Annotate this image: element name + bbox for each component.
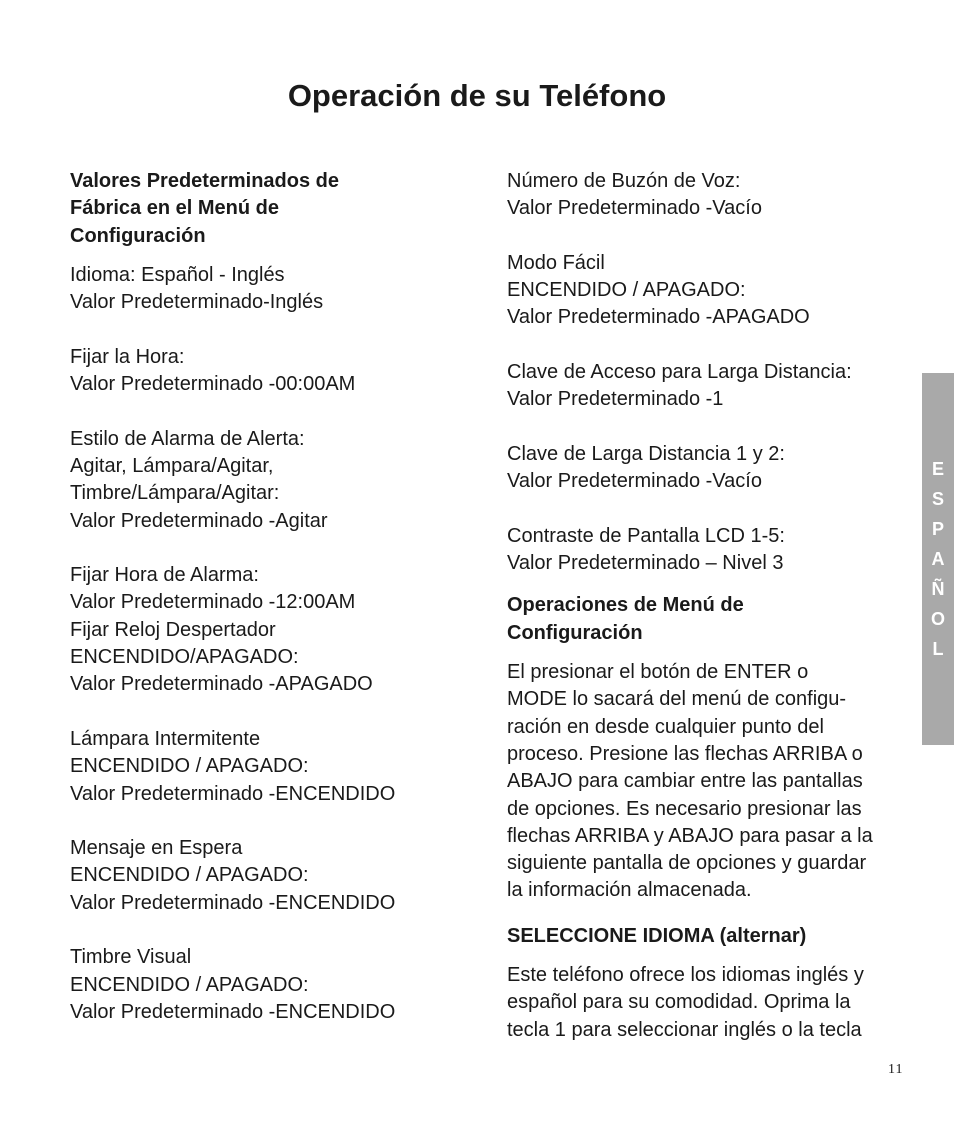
left-column — [70, 168, 470, 1026]
page-number: 11 — [888, 1062, 904, 1077]
setting-line: ENCENDIDO / APAGADO: — [70, 973, 309, 996]
paragraph-line: tecla 1 para seleccionar inglés o la tecla — [507, 1018, 862, 1041]
paragraph-line: de opciones. Es necesario presionar las — [507, 797, 862, 820]
paragraph-line: flechas ARRIBA y ABAJO para pasar a la — [507, 824, 873, 847]
setting-line: Contraste de Pantalla LCD 1-5: — [507, 524, 785, 547]
setting-line: Valor Predeterminado -ENCENDIDO — [70, 891, 396, 914]
setting-block-lcd-contrast — [507, 523, 887, 578]
select-language-paragraph — [507, 962, 887, 1044]
setting-block-long-distance-code — [507, 441, 887, 496]
setting-line: ENCENDIDO / APAGADO: — [70, 755, 309, 778]
side-tab-letter: Ñ — [931, 579, 945, 599]
right-column — [507, 168, 887, 1044]
paragraph-line: ABAJO para cambiar entre las pantallas — [507, 770, 863, 793]
setting-block-easy-mode — [507, 250, 887, 332]
setting-line: ENCENDIDO/APAGADO: — [70, 646, 299, 669]
setting-block-alarm-time — [70, 562, 470, 698]
side-tab-letter: L — [932, 639, 944, 659]
language-side-tab — [922, 373, 954, 745]
setting-block-alarm-style — [70, 426, 470, 535]
setting-line: Fijar la Hora: — [70, 345, 185, 368]
setting-line: Fijar Reloj Despertador — [70, 618, 276, 641]
setting-block-language — [70, 262, 470, 317]
heading-line: Configuración — [70, 224, 206, 247]
setting-line: Número de Buzón de Voz: — [507, 170, 741, 192]
setting-line: Lámpara Intermitente — [70, 727, 261, 750]
setting-line: Mensaje en Espera — [70, 837, 243, 860]
side-tab-letter: E — [931, 459, 944, 479]
setting-line: Agitar, Lámpara/Agitar, — [70, 454, 274, 477]
setting-line: Valor Predeterminado -Agitar — [70, 509, 328, 532]
paragraph-line: español para su comodidad. Oprima la — [507, 991, 851, 1014]
side-tab-letter: O — [930, 609, 945, 629]
side-tab-letter: P — [931, 519, 944, 539]
setting-line: Estilo de Alarma de Alerta: — [70, 427, 305, 450]
setting-line: Valor Predeterminado-Inglés — [70, 291, 324, 314]
side-tab-letter: S — [931, 489, 944, 509]
setting-line: Timbre Visual — [70, 946, 192, 969]
setting-line: Valor Predeterminado -ENCENDIDO — [70, 782, 396, 805]
setting-block-flash-lamp — [70, 726, 470, 808]
setting-line: Valor Predeterminado -APAGADO — [70, 673, 373, 696]
setting-line: Fijar Hora de Alarma: — [70, 564, 259, 587]
section-heading-select-language: SELECCIONE IDIOMA (alternar) — [507, 924, 807, 947]
page-title: Operación de su Teléfono — [287, 78, 667, 113]
setting-line: Valor Predeterminado -1 — [507, 388, 724, 411]
setting-line: Clave de Larga Distancia 1 y 2: — [507, 442, 785, 465]
setting-line: Valor Predeterminado -12:00AM — [70, 591, 356, 614]
setting-line: Valor Predeterminado -APAGADO — [507, 306, 810, 329]
setting-block-message-waiting — [70, 835, 470, 917]
setting-line: Valor Predeterminado -Vacío — [507, 470, 762, 493]
setting-line: Clave de Acceso para Larga Distancia: — [507, 361, 852, 384]
heading-line: Configuración — [507, 621, 643, 644]
setting-block-visual-ringer — [70, 944, 470, 1026]
setting-block-time — [70, 344, 470, 399]
setting-line: Modo Fácil — [507, 251, 605, 274]
setting-line: Idioma: Español - Inglés — [70, 263, 285, 286]
side-tab-letter: A — [931, 549, 945, 569]
paragraph-line: proceso. Presione las flechas ARRIBA o — [507, 742, 863, 765]
paragraph-line: la información almacenada. — [507, 879, 752, 902]
setting-block-voicemail-number — [507, 168, 887, 223]
section-heading-defaults — [70, 168, 470, 250]
section-heading-menu-operations — [507, 592, 887, 647]
paragraph-line: MODE lo sacará del menú de configu- — [507, 688, 847, 711]
setting-line: Timbre/Lámpara/Agitar: — [70, 482, 280, 505]
paragraph-line: siguiente pantalla de opciones y guardar — [507, 852, 867, 875]
setting-line: ENCENDIDO / APAGADO: — [507, 279, 746, 302]
setting-block-long-distance-access — [507, 359, 887, 414]
setting-line: Valor Predeterminado -00:00AM — [70, 373, 356, 396]
paragraph-line: El presionar el botón de ENTER o — [507, 661, 809, 684]
paragraph-line: Este teléfono ofrece los idiomas inglés y — [507, 964, 864, 987]
paragraph-line: ración en desde cualquier punto del — [507, 715, 824, 738]
setting-line: ENCENDIDO / APAGADO: — [70, 864, 309, 887]
setting-line: Valor Predeterminado – Nivel 3 — [507, 552, 784, 575]
heading-line: Fábrica en el Menú de — [70, 197, 279, 220]
heading-line: Operaciones de Menú de — [507, 594, 744, 617]
menu-operations-paragraph — [507, 659, 887, 905]
heading-line: Valores Predeterminados de — [70, 170, 340, 192]
setting-line: Valor Predeterminado -ENCENDIDO — [70, 1000, 396, 1023]
setting-line: Valor Predeterminado -Vacío — [507, 197, 762, 220]
